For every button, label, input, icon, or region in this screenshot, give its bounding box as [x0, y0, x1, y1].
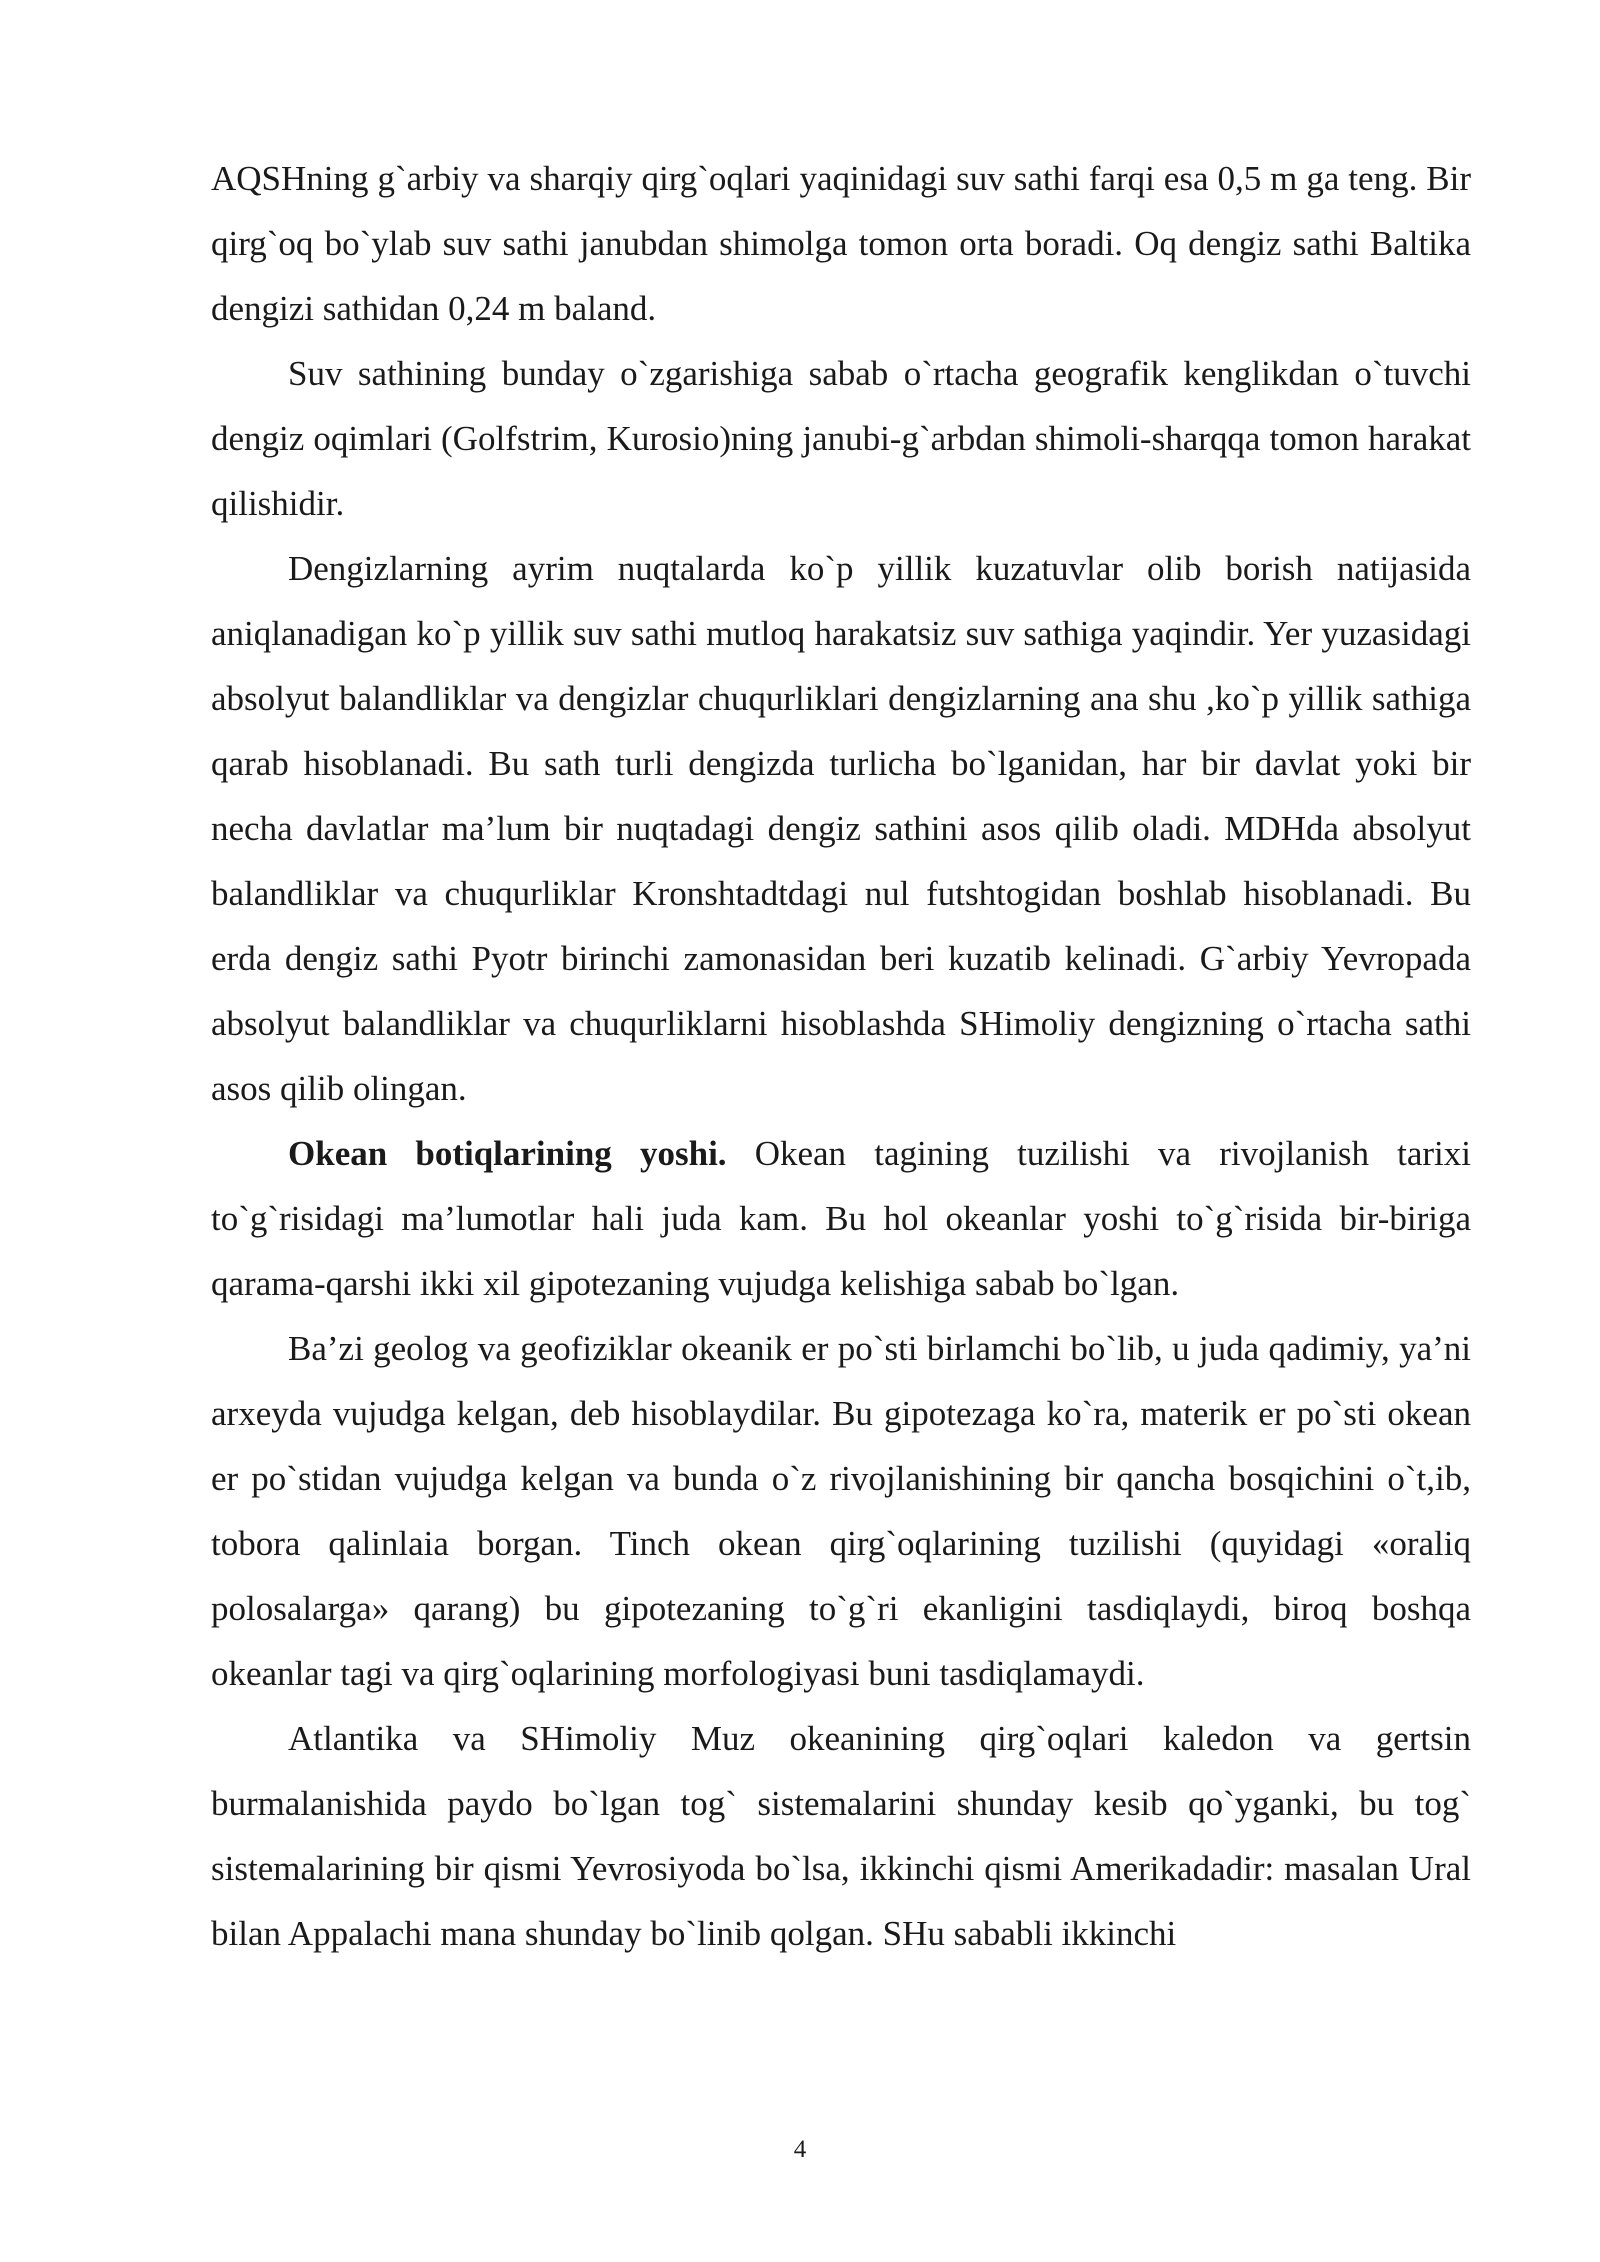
- paragraph-5: [211, 1316, 1471, 1706]
- paragraph-text: Suv sathining bunday o`zgarishiga sabab o`rtacha geografik kenglikdan o`tuvchi dengiz oqimlari (Golfstrim, Kurosio)ning janubi-g`arbdan shimoli-sharqqa tomon harakat qilishidir.: [211, 354, 1471, 523]
- paragraph-4: [211, 1121, 1471, 1316]
- paragraph-text: Dengizlarning ayrim nuqtalarda ko`p yillik kuzatuvlar olib borish natijasida aniqlanadigan ko`p yillik suv sathi mutloq harakatsiz suv sathiga yaqindir. Yer yuzasidagi absolyut balandliklar va dengizlar chuqurliklari dengizlarning ana shu ,ko`p yillik sathiga qarab hisoblanadi. Bu sath turli dengizda turlicha bo`lganidan, har bir davlat yoki bir necha davlatlar ma’lum bir nuqtadagi dengiz sathini asos qilib oladi. MDHda absolyut balandliklar va chuqurliklar Kronshtadtdagi nul futshtogidan boshlab hisoblanadi. Bu erda dengiz sathi Pyotr birinchi zamonasidan beri kuzatib kelinadi. G`arbiy Yevropada absolyut balandliklar va chuqurliklarni hisoblashda SHimoliy dengizning o`rtacha sathi asos qilib olingan.: [211, 549, 1471, 1108]
- paragraph-text: Atlantika va SHimoliy Muz okeanining qirg`oqlari kaledon va gertsin burmalanishida paydo bo`lgan tog` sistemalarini shunday kesib qo`yganki, bu tog` sistemalarining bir qismi Yevrosiyoda bo`lsa, ikkinchi qismi Amerikadadir: masalan Ural bilan Appalachi mana shunday bo`linib qolgan. SHu sababli ikkinchi: [211, 1719, 1471, 1953]
- paragraph-1: [211, 146, 1471, 341]
- paragraph-6: [211, 1706, 1471, 1966]
- paragraph-text: AQSHning g`arbiy va sharqiy qirg`oqlari yaqinidagi suv sathi farqi esa 0,5 m ga teng. Bir qirg`oq bo`ylab suv sathi janubdan shimolga tomon orta boradi. Oq dengiz sathi Baltika dengizi sathidan 0,24 m baland.: [211, 159, 1471, 328]
- section-heading: Okean botiqlarining yoshi.: [288, 1134, 727, 1173]
- body-text: [211, 146, 1471, 1966]
- page-number: 4: [793, 2136, 807, 2163]
- paragraph-2: [211, 341, 1471, 536]
- paragraph-3: [211, 536, 1471, 1121]
- paragraph-text: Ba’zi geolog va geofiziklar okeanik er po`sti birlamchi bo`lib, u juda qadimiy, ya’ni arxeyda vujudga kelgan, deb hisoblaydilar. Bu gipotezaga ko`ra, materik er po`sti okean er po`stidan vujudga kelgan va bunda o`z rivojlanishining bir qancha bosqichini o`t,ib, tobora qalinlaia borgan. Tinch okean qirg`oqlarining tuzilishi (quyidagi «oraliq polosalarga» qarang) bu gipotezaning to`g`ri ekanligini tasdiqlaydi, biroq boshqa okeanlar tagi va qirg`oqlarining morfologiyasi buni tasdiqlamaydi.: [211, 1329, 1471, 1693]
- paragraph-text: Okean tagining tuzilishi va rivojlanish tarixi to`g`risidagi ma’lumotlar hali juda kam. Bu hol okeanlar yoshi to`g`risida bir-biriga qarama-qarshi ikki xil gipotezaning vujudga kelishiga sabab bo`lgan.: [211, 1134, 1471, 1303]
